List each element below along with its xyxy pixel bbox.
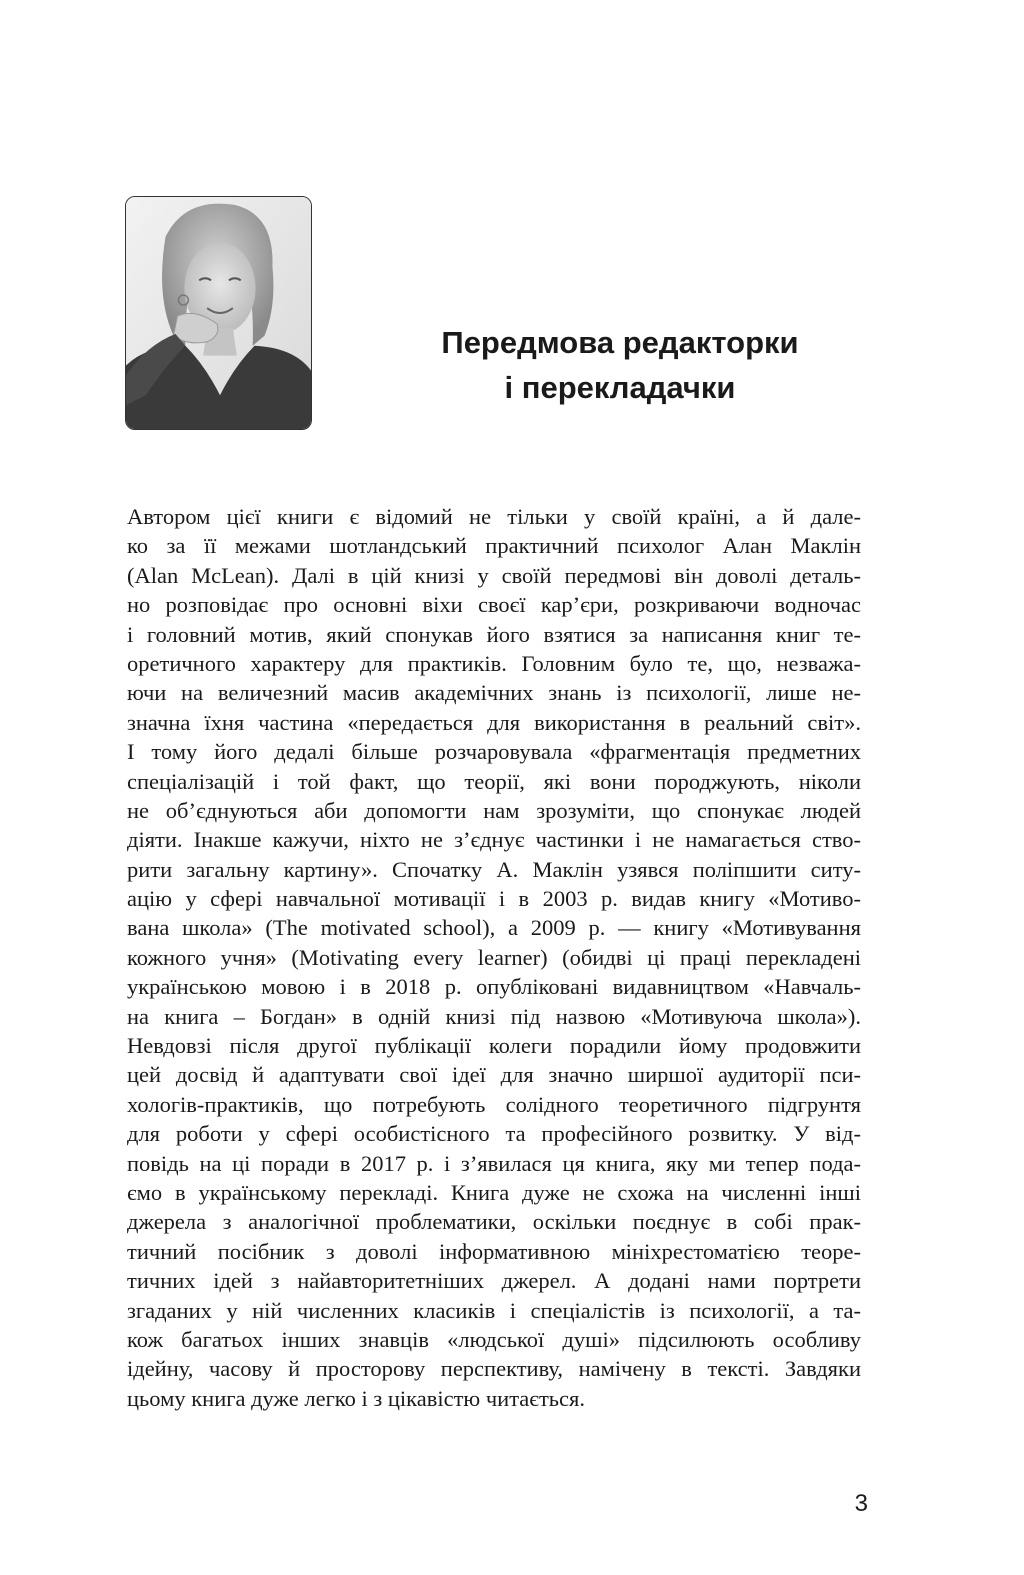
- body-line: значна їхня частина «передається для використання в реальний світ».: [127, 709, 861, 735]
- body-line: хологів-практиків, що потребують солідного теоретичного підгрунтя: [127, 1091, 861, 1117]
- body-line: (Alan McLean). Далі в цій книзі у своїй передмові він доволі деталь-: [127, 562, 861, 588]
- body-line: діяти. Інакше кажучи, ніхто не з’єднує частинки і не намагається ство-: [127, 827, 861, 853]
- body-line: ючи на величезний масив академічних знань із психології, лише не-: [127, 680, 861, 706]
- body-line: джерела з аналогічної проблематики, оскільки поєднує в собі прак-: [127, 1209, 861, 1235]
- page-number: 3: [854, 1490, 868, 1517]
- body-line: Автором цієї книги є відомий не тільки у своїй країні, а й дале-: [127, 504, 861, 529]
- body-line: повідь на ці поради в 2017 р. і з’явилася ця книга, яку ми тепер пода-: [127, 1150, 861, 1176]
- body-line: оретичного характеру для практиків. Головним було те, що, незважа-: [127, 650, 861, 676]
- page-title-line-2: і перекладачки: [504, 370, 736, 405]
- body-line: згаданих у ній численних класиків і спеціалістів із психології, а та-: [127, 1297, 861, 1323]
- body-line: Невдовзі після другої публікації колеги порадили йому продовжити: [127, 1033, 861, 1059]
- body-line: ідейну, часову й просторову перспективу, намічену в тексті. Завдяки: [127, 1356, 861, 1382]
- body-line: для роботи у сфері особистісного та професійного розвитку. У від-: [127, 1121, 861, 1147]
- page-title: [330, 320, 910, 410]
- body-line: ємо в українському перекладі. Книга дуже не схожа на численні інші: [127, 1179, 861, 1205]
- portrait-photo-icon: [126, 197, 311, 429]
- editor-portrait-photo: [125, 196, 312, 430]
- body-line: кож багатьох інших знавців «людської душі» підсилюють особливу: [127, 1326, 861, 1352]
- body-line: ко за її межами шотландський практичний психолог Алан Маклін: [127, 533, 861, 559]
- body-line: і головний мотив, який спонукав його взятися за написання книг те-: [127, 621, 861, 647]
- body-line: цей досвід й адаптувати свої ідеї для значно ширшої аудиторії пси-: [127, 1062, 861, 1088]
- body-line: вана школа» (The motivated school), а 2009 р. — книгу «Мотивування: [127, 915, 861, 941]
- body-line: українською мовою і в 2018 р. опубліковані видавництвом «Навчаль-: [127, 974, 861, 1000]
- preface-body-paragraph: [127, 502, 861, 1413]
- body-line: рити загальну картину». Спочатку А. Маклін узявся поліпшити ситу-: [127, 856, 861, 882]
- body-line: тичних ідей з найавторитетніших джерел. А додані нами портрети: [127, 1268, 861, 1294]
- body-line: на книга – Богдан» в одній книзі під назвою «Мотивуюча школа»).: [127, 1003, 861, 1029]
- body-line: ацію у сфері навчальної мотивації і в 2003 р. видав книгу «Мотиво-: [127, 886, 861, 912]
- page-title-line-1: Передмова редакторки: [441, 325, 799, 360]
- body-line: кожного учня» (Motivating every learner) (обидві ці праці перекладені: [127, 944, 861, 970]
- body-line: тичний посібник з доволі інформативною мініхрестоматією теоре-: [127, 1238, 861, 1264]
- body-line: но розповідає про основні віхи своєї кар’єри, розкриваючи водночас: [127, 592, 861, 618]
- body-line: спеціалізацій і той факт, що теорії, які вони породжують, ніколи: [127, 768, 861, 794]
- body-line: І тому його дедалі більше розчаровувала «фрагментація предметних: [127, 739, 861, 765]
- body-line: не об’єднуються аби допомогти нам зрозуміти, що спонукає людей: [127, 797, 861, 823]
- body-line-last: цьому книга дуже легко і з цікавістю читається.: [127, 1385, 586, 1411]
